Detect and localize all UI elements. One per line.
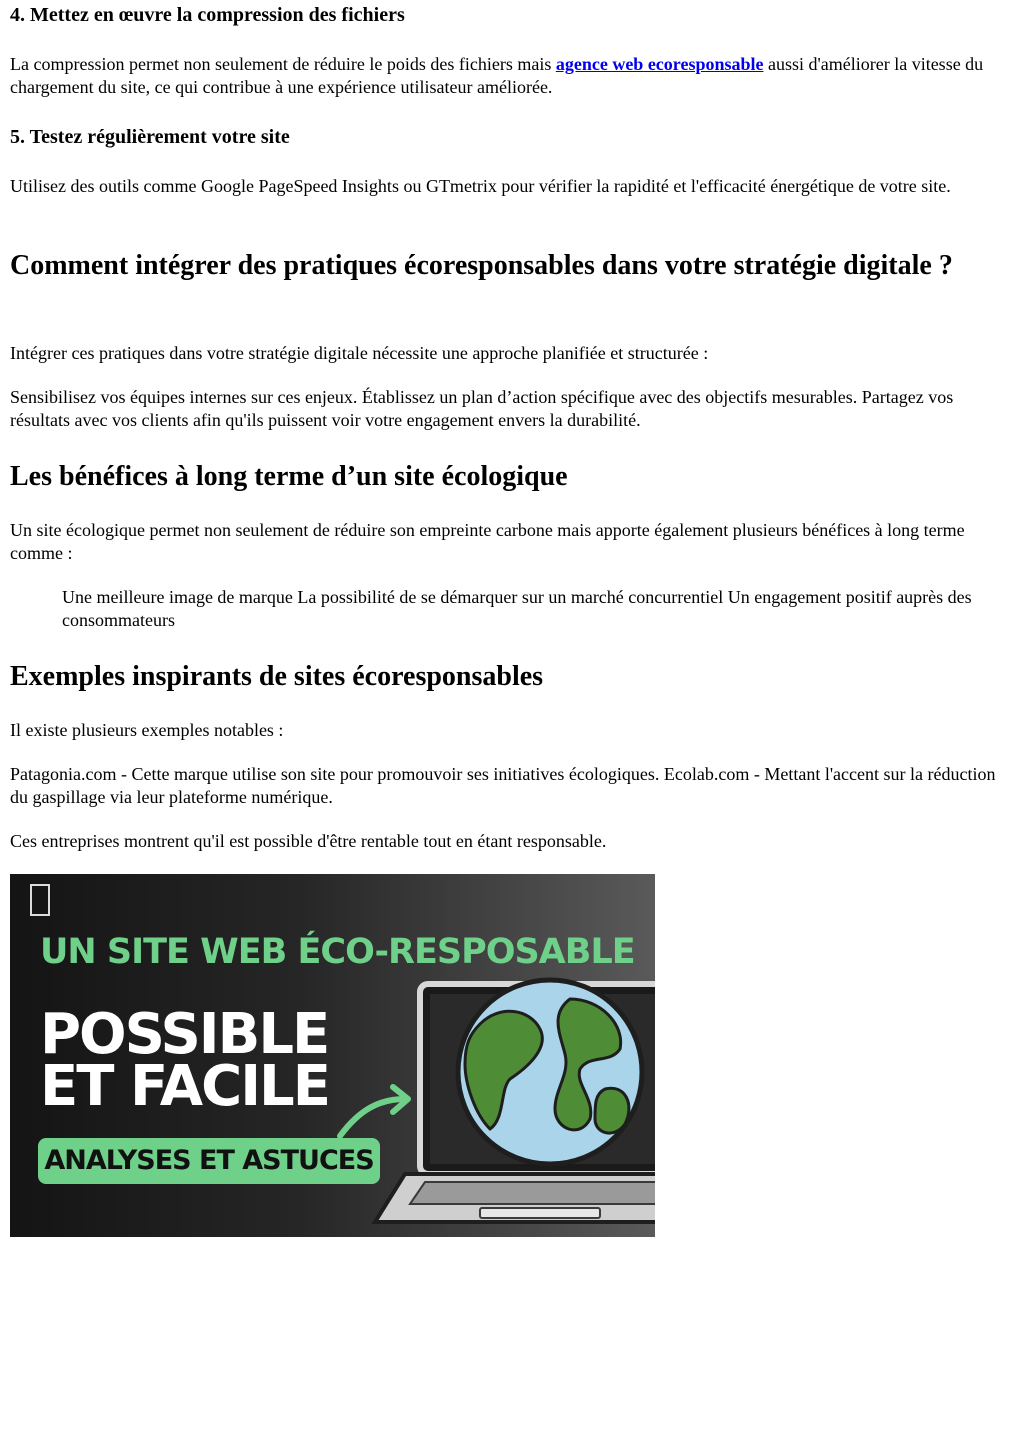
- heading-benefits: Les bénéfices à long terme d’un site écologique: [10, 461, 568, 492]
- hero-headline: UN SITE WEB ÉCO-RESPOSABLE: [40, 932, 635, 972]
- paragraph-integrate-actions: Sensibilisez vos équipes internes sur ces enjeux. Établissez un plan d’action spécifique avec des objectifs mesurables. Partagez vos résultats avec vos clients afin qu'ils puissent voir votre engagement envers la durabilité.: [10, 387, 954, 430]
- paragraph-text: aussi d'améliorer la vitesse du chargement du site, ce qui contribue à une expérience utilisateur améliorée.: [10, 54, 984, 97]
- paragraph-examples-intro: Il existe plusieurs exemples notables :: [10, 720, 284, 740]
- paragraph-benefits: Un site écologique permet non seulement de réduire son empreinte carbone mais apporte également plusieurs bénéfices à long terme comme :: [10, 520, 965, 563]
- hero-title-line1: POSSIBLE: [40, 1002, 329, 1067]
- agence-web-link[interactable]: agence web ecoresponsable: [555, 54, 764, 74]
- heading-integrate: Comment intégrer des pratiques écoresponsables dans votre stratégie digitale ?: [10, 250, 953, 281]
- hero-title-line2: ET FACILE: [40, 1054, 329, 1119]
- arrow-curve: [340, 1099, 405, 1136]
- hero-pill-label: ANALYSES ET ASTUCES: [38, 1138, 380, 1184]
- paragraph-compression: [10, 53, 1014, 99]
- paragraph-integrate-intro: Intégrer ces pratiques dans votre stratégie digitale nécessite une approche planifiée et structurée :: [10, 343, 709, 363]
- heading-examples: Exemples inspirants de sites écoresponsables: [10, 661, 544, 692]
- laptop-keyboard: [410, 1182, 655, 1204]
- paragraph-examples-conclusion: Ces entreprises montrent qu'il est possible d'être rentable tout en étant responsable.: [10, 831, 607, 851]
- paragraph-testing: Utilisez des outils comme Google PageSpeed Insights ou GTmetrix pour vérifier la rapidité et l'efficacité énergétique de votre site.: [10, 176, 951, 196]
- laptop-trackpad: [480, 1208, 600, 1218]
- paragraph-examples-list: Patagonia.com - Cette marque utilise son site pour promouvoir ses initiatives écologiques. Ecolab.com - Mettant l'accent sur la réduction du gaspillage via leur plateforme numérique.: [10, 764, 996, 807]
- benefits-blockquote: Une meilleure image de marque La possibilité de se démarquer sur un marché concurrentiel Un engagement positif auprès des consommateurs: [62, 587, 972, 630]
- section-heading-testing: 5. Testez régulièrement votre site: [10, 126, 290, 148]
- paragraph-text: La compression permet non seulement de réduire le poids des fichiers mais: [10, 54, 556, 74]
- globe-continent: [595, 1088, 629, 1133]
- section-heading-compression: 4. Mettez en œuvre la compression des fichiers: [10, 4, 405, 26]
- hero-image: [10, 874, 655, 1237]
